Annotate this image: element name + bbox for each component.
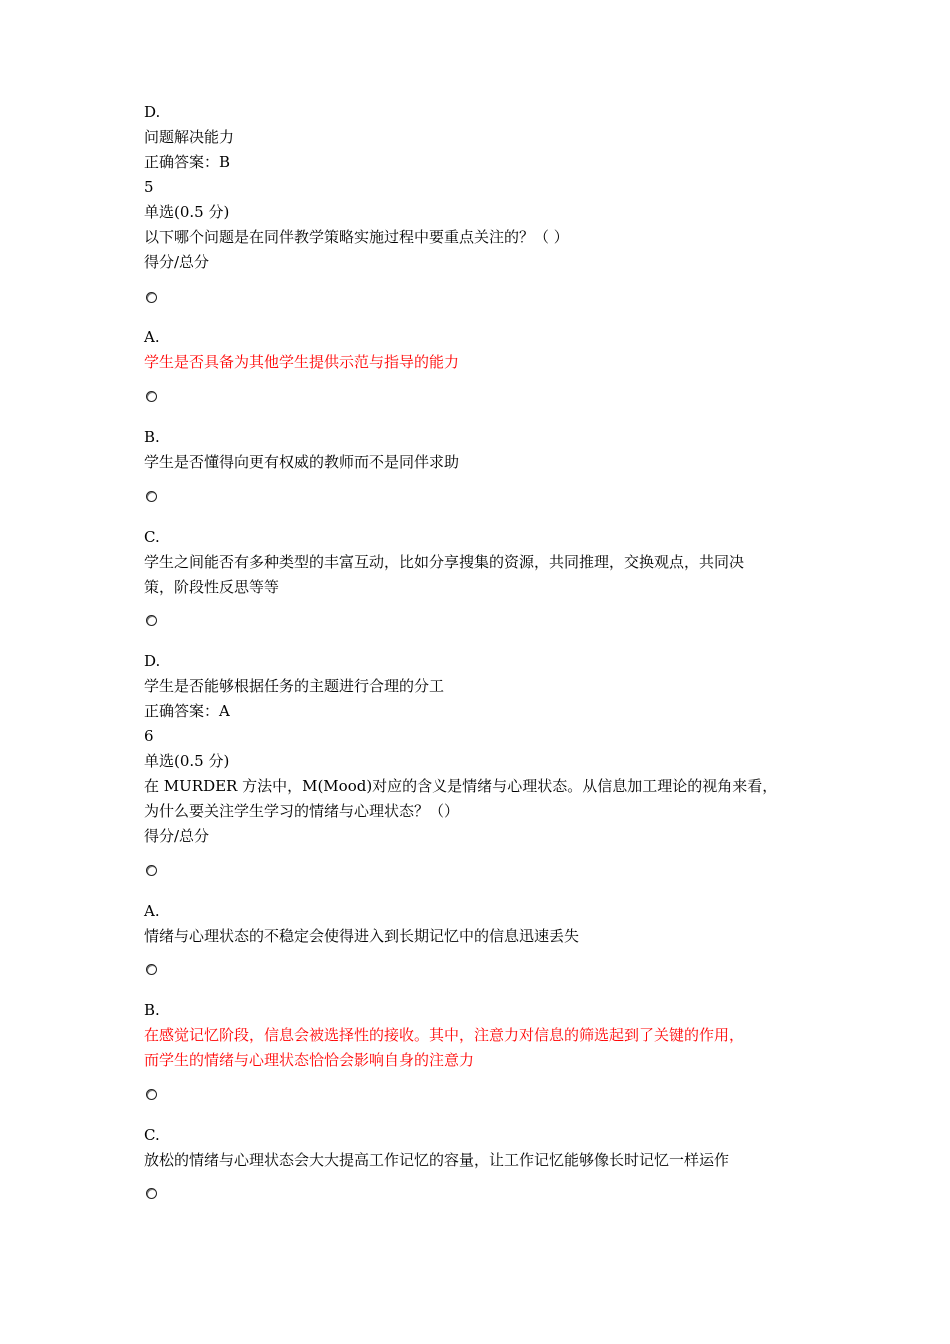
option-b-text-line2: 而学生的情绪与心理状态恰恰会影响自身的注意力 — [144, 1051, 475, 1069]
option-c-letter: C. — [144, 528, 160, 546]
score-label: 得分/总分 — [144, 253, 210, 271]
option-a-letter: A. — [144, 902, 160, 920]
option-text: 问题解决能力 — [144, 128, 235, 146]
option-d-text: 学生是否能够根据任务的主题进行合理的分工 — [144, 677, 445, 695]
option-a-radio[interactable] — [146, 865, 157, 876]
option-a-radio[interactable] — [146, 292, 157, 303]
option-b-radio[interactable] — [146, 391, 157, 402]
option-d-letter: D. — [144, 652, 161, 670]
option-b-text-line1: 在感觉记忆阶段，信息会被选择性的接收。其中，注意力对信息的筛选起到了关键的作用， — [144, 1026, 745, 1044]
option-a-text: 学生是否具备为其他学生提供示范与指导的能力 — [144, 353, 460, 371]
question-number: 5 — [144, 178, 154, 196]
option-c-radio[interactable] — [146, 491, 157, 502]
correct-answer: 正确答案：A — [144, 702, 230, 720]
option-b-letter: B. — [144, 428, 160, 446]
option-b-letter: B. — [144, 1001, 160, 1019]
option-b-radio[interactable] — [146, 964, 157, 975]
question-number: 6 — [144, 727, 154, 745]
option-a-text: 情绪与心理状态的不稳定会使得进入到长期记忆中的信息迅速丢失 — [144, 927, 580, 945]
option-letter: D. — [144, 103, 161, 121]
option-c-text-line1: 学生之间能否有多种类型的丰富互动，比如分享搜集的资源，共同推理，交换观点，共同决 — [144, 553, 745, 571]
option-a-letter: A. — [144, 328, 160, 346]
question-type: 单选(0.5 分) — [144, 752, 230, 770]
score-label: 得分/总分 — [144, 827, 210, 845]
option-c-text-line2: 策，阶段性反思等等 — [144, 578, 280, 596]
option-c-radio[interactable] — [146, 1089, 157, 1100]
option-c-letter: C. — [144, 1126, 160, 1144]
question-prompt: 以下哪个问题是在同伴教学策略实施过程中要重点关注的？（ ） — [144, 228, 569, 246]
question-prompt-line1: 在 MURDER 方法中，M(Mood)对应的含义是情绪与心理状态。从信息加工理论的视角来看， — [144, 777, 778, 795]
question-prompt-line2: 为什么要关注学生学习的情绪与心理状态？（） — [144, 802, 460, 820]
option-c-text: 放松的情绪与心理状态会大大提高工作记忆的容量，让工作记忆能够像长时记忆一样运作 — [144, 1151, 730, 1169]
question-type: 单选(0.5 分) — [144, 203, 230, 221]
option-d-radio[interactable] — [146, 1188, 157, 1199]
option-b-text: 学生是否懂得向更有权威的教师而不是同伴求助 — [144, 453, 460, 471]
option-d-radio[interactable] — [146, 615, 157, 626]
correct-answer: 正确答案：B — [144, 153, 231, 171]
